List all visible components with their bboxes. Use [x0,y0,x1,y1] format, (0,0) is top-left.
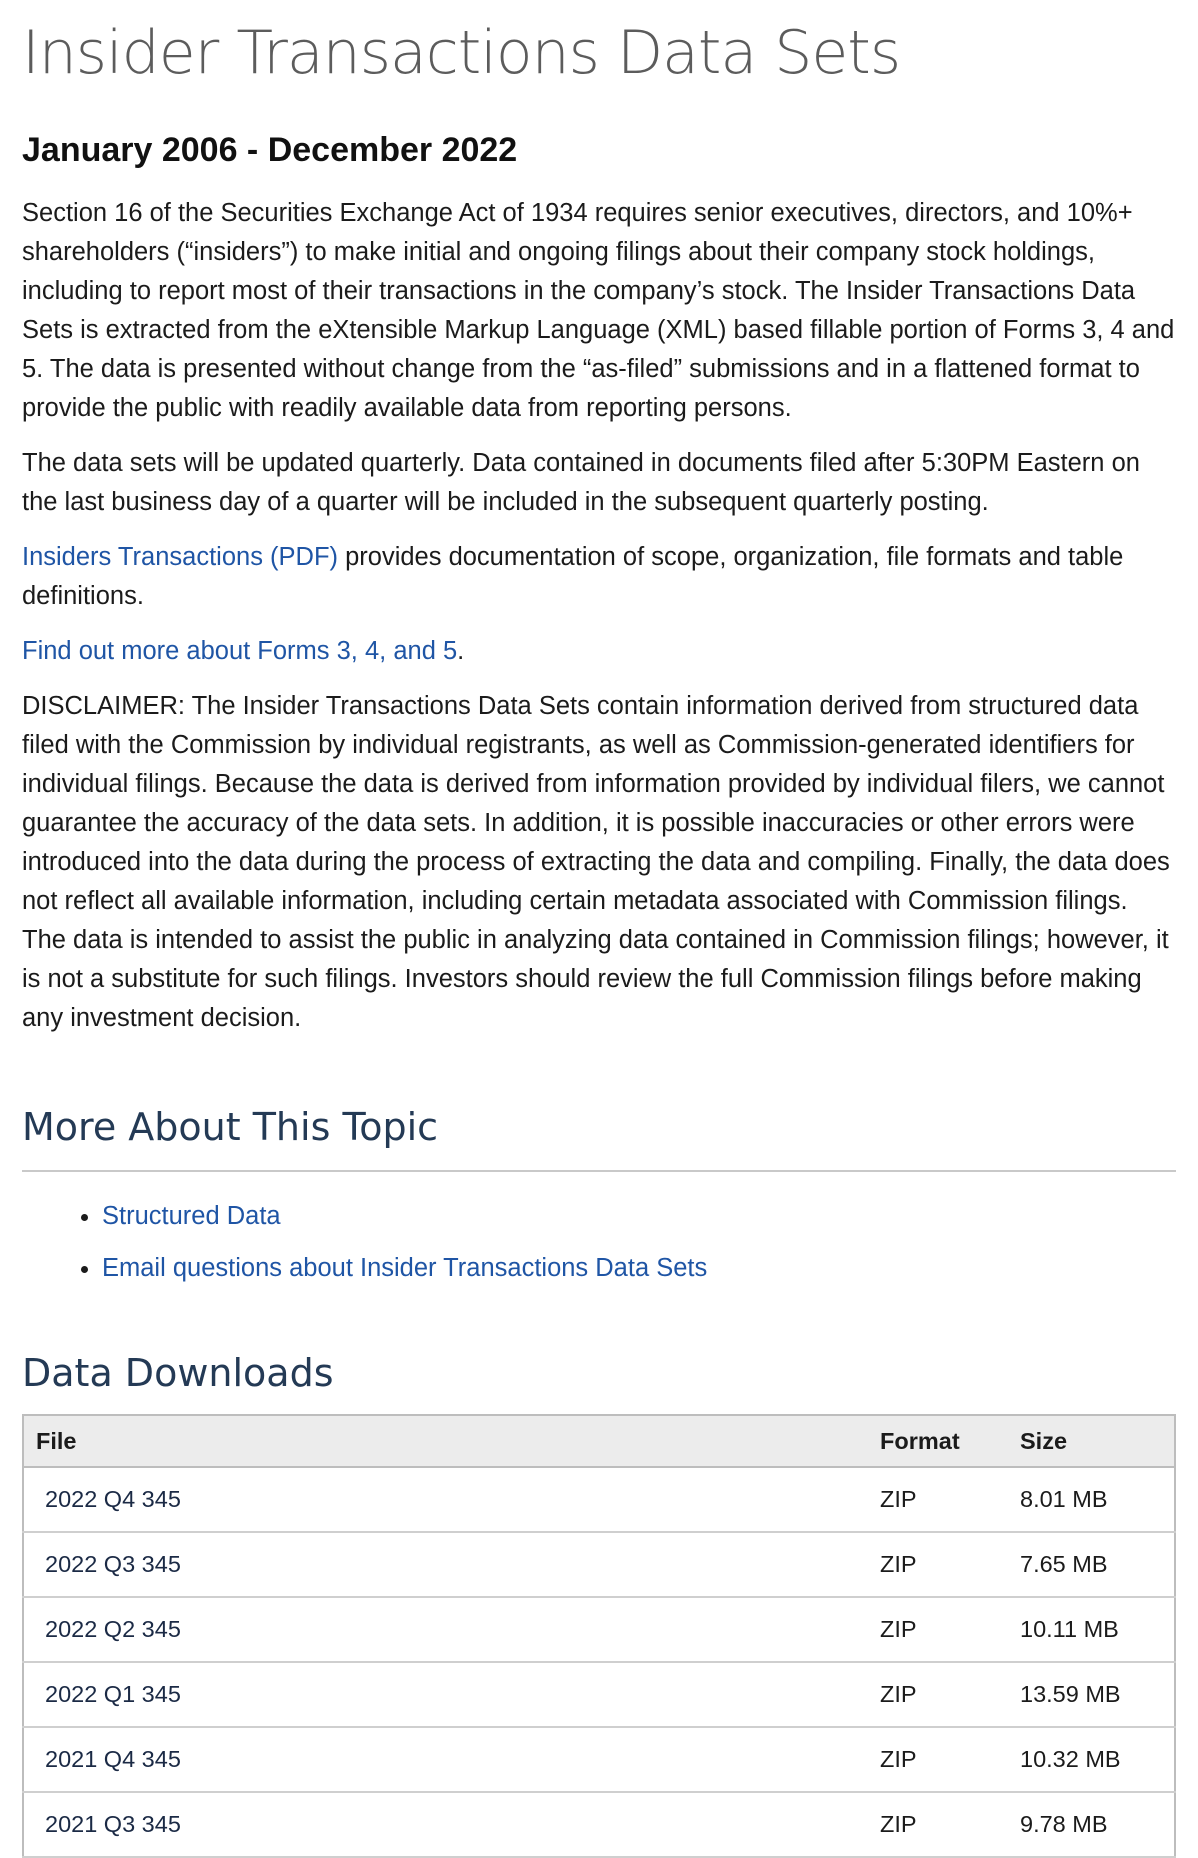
intro-paragraph: Section 16 of the Securities Exchange Act of 1934 requires senior executives, directors, and 10%+ shareholders (“insiders”) to make initial and ongoing filings about their company stock holdings, including to report most of their transactions in the company’s stock. The Insider Transactions Data Sets is extracted from the eXtensible Markup Language (XML) based fillable portion of Forms 3, 4 and 5. The data is presented without change from the “as-filed” submissions and in a flattened format to provide the public with readily available data from reporting persons. [22,199,1175,422]
column-header-size[interactable]: Size [1008,1415,1175,1467]
disclaimer-paragraph: DISCLAIMER: The Insider Transactions Data Sets contain information derived from structured data filed with the Commission by individual registrants, as well as Commission-generated identifiers for individual filings. Because the data is derived from information provided by individual filers, we cannot guarantee the accuracy of the data sets. In addition, it is possible inaccuracies or other errors were introduced into the data during the process of extracting the data and compiling. Finally, the data does not reflect all available information, including certain metadata associated with Commission filings. The data is intended to assist the public in analyzing data contained in Commission filings; however, it is not a substitute for such filings. Investors should review the full Commission filings before making any investment decision. [22,692,1170,1032]
table-row [23,1532,1175,1597]
table-header-row [23,1415,1175,1467]
file-format: ZIP [868,1792,1008,1857]
update-paragraph: The data sets will be updated quarterly. Data contained in documents filed after 5:30PM Eastern on the last business day of a quarter will be included in the subsequent quarterly posting. [22,449,1140,516]
file-download-link[interactable]: 2021 Q4 345 [45,1746,181,1772]
file-download-link[interactable]: 2022 Q2 345 [45,1616,181,1642]
file-size: 10.32 MB [1008,1727,1175,1792]
column-header-file[interactable]: File [23,1415,868,1467]
table-row [23,1662,1175,1727]
list-item [102,1196,1176,1236]
more-topic-heading: More About This Topic [22,1104,1176,1172]
file-format: ZIP [868,1532,1008,1597]
structured-data-link[interactable]: Structured Data [102,1202,281,1230]
email-questions-link[interactable]: Email questions about Insider Transactions Data Sets [102,1254,708,1282]
file-size: 8.01 MB [1008,1467,1175,1532]
forms-period: . [457,637,465,665]
file-size: 13.59 MB [1008,1662,1175,1727]
file-download-link[interactable]: 2022 Q4 345 [45,1486,181,1512]
documentation-text: provides documentation of scope, organization, file formats and table definitions. [22,543,1124,610]
file-download-link[interactable]: 2021 Q3 345 [45,1811,181,1837]
file-size: 7.65 MB [1008,1532,1175,1597]
file-format: ZIP [868,1727,1008,1792]
data-downloads-heading: Data Downloads [22,1351,334,1395]
table-row [23,1467,1175,1532]
table-row [23,1792,1175,1857]
list-item [102,1248,1176,1288]
downloads-table [22,1414,1176,1858]
file-format: ZIP [868,1662,1008,1727]
page-title: Insider Transactions Data Sets [22,18,901,88]
file-size: 9.78 MB [1008,1792,1175,1857]
file-format: ZIP [868,1597,1008,1662]
pdf-documentation-link[interactable]: Insiders Transactions (PDF) [22,543,339,571]
column-header-format[interactable]: Format [868,1415,1008,1467]
file-download-link[interactable]: 2022 Q1 345 [45,1681,181,1707]
file-download-link[interactable]: 2022 Q3 345 [45,1551,181,1577]
table-row [23,1597,1175,1662]
file-size: 10.11 MB [1008,1597,1175,1662]
topic-links-list [22,1196,1176,1288]
forms-paragraph [22,632,1176,671]
date-range-heading: January 2006 - December 2022 [22,131,518,169]
documentation-paragraph [22,538,1176,616]
table-row [23,1727,1175,1792]
forms-info-link[interactable]: Find out more about Forms 3, 4, and 5 [22,637,458,665]
file-format: ZIP [868,1467,1008,1532]
